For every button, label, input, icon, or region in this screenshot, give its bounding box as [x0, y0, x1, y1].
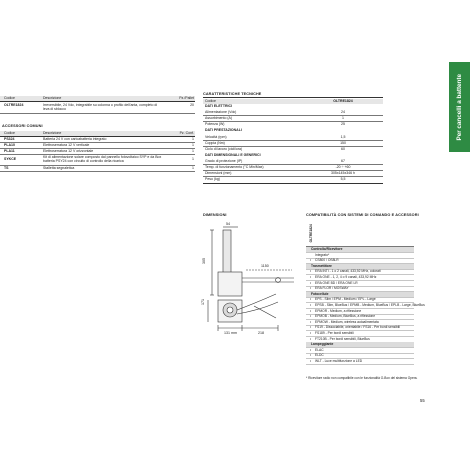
- divider: [203, 183, 383, 184]
- spec-label: Peso (kg): [205, 177, 220, 181]
- accessory-qty: 1: [192, 166, 194, 170]
- compat-column-header: [306, 220, 414, 247]
- divider: [0, 113, 195, 114]
- specs-code-header: Codice: [205, 99, 216, 103]
- dim-bottom-right-label: 218: [258, 331, 264, 335]
- dim-left-label: 305: [202, 258, 206, 264]
- compat-label: WLT - Luce multifunzione a LED: [315, 359, 363, 363]
- compat-check-icon: •: [310, 359, 312, 363]
- compat-label: Trasmettitore: [311, 263, 332, 268]
- specs-model: OLTRE1824: [333, 99, 353, 103]
- header-code: Codice: [4, 96, 15, 100]
- spec-label: Grado di protezione (IP): [205, 159, 243, 163]
- dimensions-drawing: [198, 222, 298, 340]
- spec-value: 67: [341, 159, 345, 163]
- specs-row: [205, 147, 381, 152]
- spec-label: Temp. di funzionamento (°C Min/Max): [205, 165, 264, 169]
- compat-check-icon: •: [310, 325, 312, 330]
- spec-value: 305x145x346 h: [331, 171, 355, 175]
- compat-label: Controllo/Ricevitore: [311, 247, 343, 251]
- compat-label: FT210B - Per bordi sensibili, BlueBus: [315, 336, 370, 341]
- side-tab-label: [449, 62, 470, 152]
- compat-check-icon: •: [310, 347, 312, 352]
- specs-row: [205, 177, 381, 182]
- compat-label: EPMOB - Medium, BlueBus, a riflessione: [315, 314, 376, 319]
- page-number: 55: [420, 398, 425, 403]
- compat-label: Integrato*: [315, 252, 330, 257]
- accessory-desc: Kit di alimentazione solare composto dal pannello fotovoltaico SYP e da Box batteria PSY24 con circuito di controllo della ricarica: [43, 155, 162, 164]
- compat-label: ERA ONE BD / ERA ONE LR: [315, 280, 358, 285]
- compat-check-icon: •: [310, 275, 312, 279]
- specs-row: [205, 116, 381, 121]
- header-qty: Pz. Conf.: [179, 131, 194, 135]
- compat-model: OLTRE1824: [308, 224, 313, 243]
- spec-label: Potenza (W): [205, 122, 225, 126]
- compat-check-icon: •: [310, 308, 312, 313]
- spec-label: Ciclo di lavoro (cicli/ora): [205, 147, 243, 151]
- compat-label: FS189 - Per bordi sensibili: [315, 331, 354, 335]
- divider: [0, 171, 195, 172]
- compat-check-icon: •: [310, 336, 312, 341]
- spec-value: 5,5: [340, 177, 346, 181]
- spec-value: 60: [341, 147, 345, 151]
- divider: [203, 97, 383, 98]
- compat-check-icon: •: [310, 286, 312, 291]
- compat-check-icon: •: [310, 353, 312, 358]
- compat-check-icon: •: [310, 297, 312, 302]
- spec-label: Dimensioni (mm): [205, 171, 232, 175]
- compat-label: ELAC: [315, 347, 324, 352]
- compat-footnote: * Ricevitore radio non compatibile con le funzionalità O-Box del sistema Opera.: [306, 376, 418, 380]
- spec-label: Velocità (rpm): [205, 135, 227, 139]
- specs-row: [205, 135, 381, 140]
- spec-value: 24: [341, 110, 345, 114]
- compat-check-icon: •: [310, 303, 312, 307]
- compat-check-icon: •: [310, 331, 312, 335]
- accessory-desc: Elettroserratura 12 V orizzontale: [43, 149, 94, 153]
- compat-label: FS19 - Dissociabile, orientabile / FS16 - Per bordi sensibili: [315, 325, 401, 330]
- compat-label: EPS - Slim / EPM - Medium / EPL - Large: [315, 297, 376, 302]
- compat-label: EPMOW - Medium, wireless autoalimentata: [315, 319, 379, 324]
- accessory-code: PS324: [4, 137, 15, 141]
- accessories-header: [4, 131, 194, 136]
- compat-label: ERA FLOR / MOSWAY: [315, 286, 349, 291]
- header-desc: Descrizione: [43, 96, 62, 100]
- header-qty: Pz./Pallet: [179, 96, 194, 100]
- accessory-row: [4, 149, 194, 154]
- accessory-qty: 1: [192, 137, 194, 141]
- compat-label: ERA ONE - 1, 2, 4 o 9 canali, 433,92 MHz: [315, 275, 377, 279]
- compat-label: Lampeggiante: [311, 342, 334, 347]
- compat-label: EPSB - Slim, BlueBus / EPMB - Medium, BlueBus / EPLB - Large, BlueBus: [315, 303, 425, 307]
- spec-value: 25: [341, 122, 345, 126]
- compat-label: CS800 / OS8LR: [315, 258, 339, 263]
- compat-label: ERA INTI - 1 o 2 canali, 433,92 MHz, colorati: [315, 269, 381, 274]
- specs-section-title: DATI PRESTAZIONALI: [205, 128, 242, 132]
- accessory-qty: 1: [192, 157, 194, 161]
- compat-label: EPMOR - Medium, a riflessione: [315, 308, 362, 313]
- spec-value: 1: [342, 116, 344, 120]
- dim-side-label: 171: [201, 299, 205, 305]
- accessory-code: SYKCE: [4, 157, 17, 161]
- dim-bottom-left-label: 131 mm: [224, 331, 237, 335]
- compat-check-icon: •: [310, 258, 312, 263]
- specs-section-title: DATI DIMENSIONALI E GENERICI: [205, 153, 261, 157]
- accessory-code: PLA11: [4, 149, 15, 153]
- specs-row: [205, 141, 381, 146]
- specs-row: [205, 165, 381, 170]
- header-desc: Descrizione: [43, 131, 62, 135]
- dim-top-label: 54: [226, 222, 230, 226]
- accessory-desc: Elettroserratura 12 V verticale: [43, 143, 90, 147]
- dimensions-title: DIMENSIONI: [203, 213, 227, 217]
- spec-value: -20 ÷ +60: [335, 165, 351, 169]
- spec-value: 150: [340, 141, 346, 145]
- spec-label: Alimentazione (Vdc): [205, 110, 237, 114]
- accessory-code: PLA10: [4, 143, 15, 147]
- accessory-desc: Stalletta segnaletica: [43, 166, 75, 170]
- compat-title: COMPATIBILITÀ CON SISTEMI DI COMANDO E ACCESSORI: [306, 213, 419, 217]
- divider: [0, 101, 195, 102]
- product-qty: 20: [190, 103, 194, 107]
- accessory-row: [4, 143, 194, 148]
- accessory-code: TS: [4, 166, 9, 170]
- accessory-desc: Batteria 24 V con caricabatteria integrato: [43, 137, 107, 141]
- specs-row: [205, 159, 381, 164]
- accessory-row: [4, 166, 194, 171]
- compat-check-icon: •: [310, 280, 312, 285]
- specs-title: CARATTERISTICHE TECNICHE: [203, 92, 262, 96]
- compat-label: Fotocellule: [311, 291, 329, 296]
- spec-label: Coppia (Nm): [205, 141, 225, 145]
- accessory-qty: 1: [192, 143, 194, 147]
- specs-section-title: DATI ELETTRICI: [205, 104, 232, 108]
- product-table-header: [4, 96, 194, 101]
- compat-row: [306, 359, 414, 365]
- spec-value: 1,5: [340, 135, 346, 139]
- compat-check-icon: •: [310, 319, 312, 324]
- dim-arm-label: 1150: [261, 264, 269, 268]
- accessories-title: ACCESSORI COMUNI: [2, 124, 43, 128]
- product-code: OLTRE1824: [4, 103, 24, 107]
- accessory-row: [4, 155, 194, 165]
- compat-label: ELDC: [315, 353, 324, 358]
- compat-check-icon: •: [310, 269, 312, 274]
- specs-header: [205, 99, 381, 104]
- specs-row: [205, 110, 381, 115]
- specs-row: [205, 171, 381, 176]
- accessory-row: [4, 137, 194, 142]
- product-desc: Irreversibile, 24 Vdc, integrabile su colonna o profilo dell'anta, completo di leva di sblocco: [43, 103, 158, 112]
- accessory-qty: 1: [192, 149, 194, 153]
- compat-check-icon: •: [310, 314, 312, 319]
- spec-label: Assorbimento (A): [205, 116, 233, 120]
- side-tab-text: Per cancelli a battente: [456, 73, 463, 141]
- header-code: Codice: [4, 131, 15, 135]
- specs-row: [205, 122, 381, 127]
